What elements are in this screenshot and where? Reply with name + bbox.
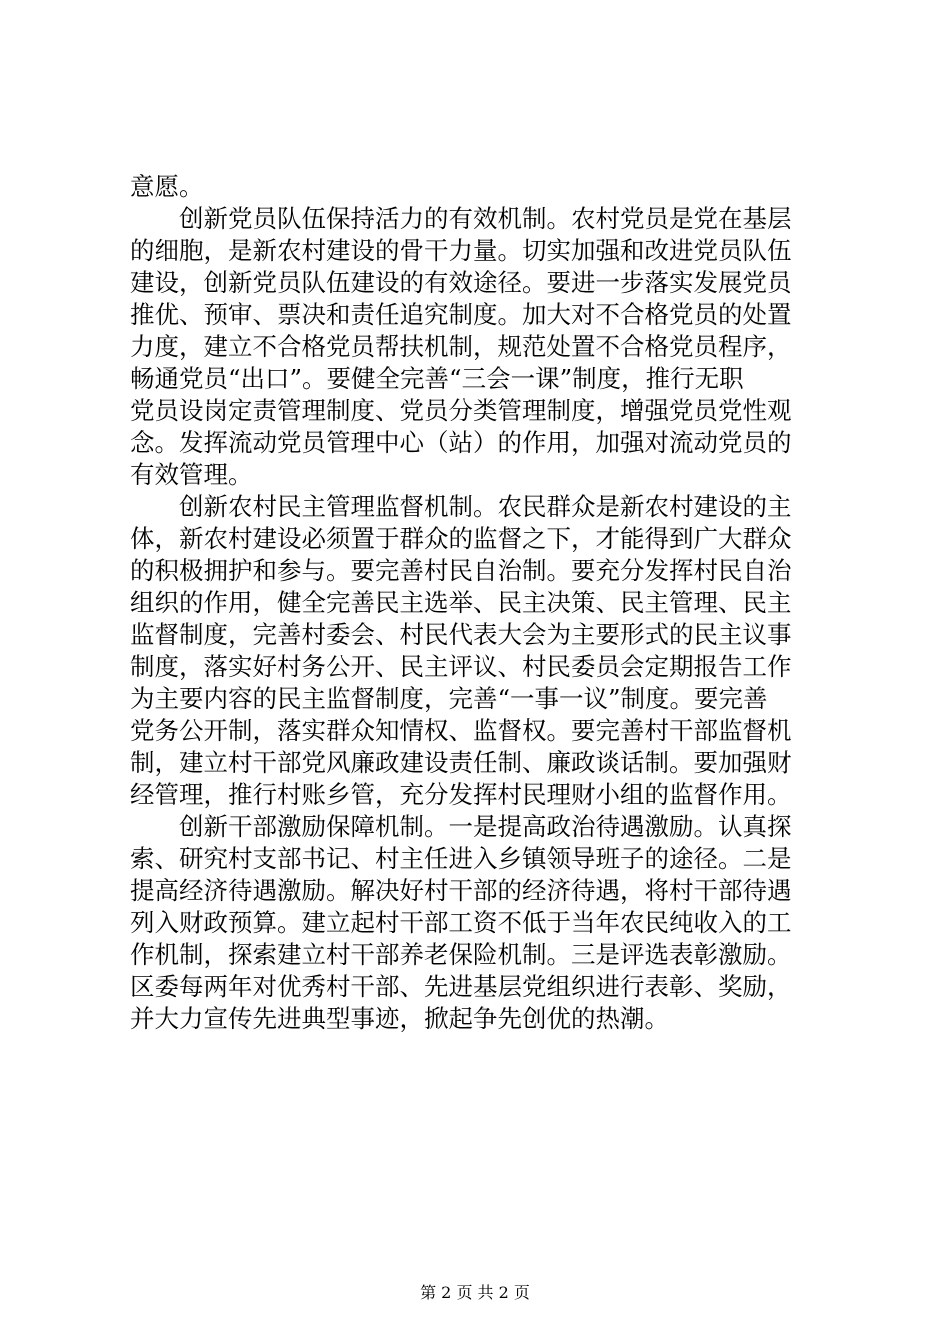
page-number-footer: 第 2 页 共 2 页 [420, 1283, 530, 1302]
text-line: 力度，建立不合格党员帮扶机制，规范处置不合格党员程序， [130, 332, 792, 361]
text-line: 为主要内容的民主监督制度，完善“一事一议”制度。要完善 [130, 684, 768, 713]
text-line: 制，建立村干部党风廉政建设责任制、廉政谈话制。要加强财 [130, 748, 792, 777]
text-line: 制度，落实好村务公开、民主评议、村民委员会定期报告工作 [130, 652, 792, 681]
text-line: 畅通党员“出口”。要健全完善“三会一课”制度，推行无职 [130, 364, 744, 393]
text-line: 建设，创新党员队伍建设的有效途径。要进一步落实发展党员 [130, 268, 792, 297]
paragraph-start-line: 创新农村民主管理监督机制。农民群众是新农村建设的主 [179, 492, 792, 521]
text-line: 提高经济待遇激励。解决好村干部的经济待遇，将村干部待遇 [130, 876, 792, 905]
paragraph-start-line: 创新干部激励保障机制。一是提高政治待遇激励。认真探 [179, 812, 792, 841]
text-line: 党员设岗定责管理制度、党员分类管理制度，增强党员党性观 [130, 396, 792, 425]
text-line: 推优、预审、票决和责任追究制度。加大对不合格党员的处置 [130, 300, 792, 329]
text-line: 列入财政预算。建立起村干部工资不低于当年农民纯收入的工 [130, 908, 792, 937]
text-line: 有效管理。 [130, 460, 253, 489]
text-line: 并大力宣传先进典型事迹，掀起争先创优的热潮。 [130, 1004, 669, 1033]
text-line: 的细胞，是新农村建设的骨干力量。切实加强和改进党员队伍 [130, 236, 792, 265]
paragraph-start-line: 创新党员队伍保持活力的有效机制。农村党员是党在基层 [179, 204, 792, 233]
text-line: 监督制度，完善村委会、村民代表大会为主要形式的民主议事 [130, 620, 792, 649]
text-line: 党务公开制，落实群众知情权、监督权。要完善村干部监督机 [130, 716, 792, 745]
text-line: 的积极拥护和参与。要完善村民自治制。要充分发挥村民自治 [130, 556, 792, 585]
text-line: 组织的作用，健全完善民主选举、民主决策、民主管理、民主 [130, 588, 792, 617]
text-line: 作机制，探索建立村干部养老保险机制。三是评选表彰激励。 [130, 940, 792, 969]
text-line: 念。发挥流动党员管理中心（站）的作用，加强对流动党员的 [130, 428, 792, 457]
text-line: 体，新农村建设必须置于群众的监督之下，才能得到广大群众 [130, 524, 792, 553]
text-line: 意愿。 [130, 172, 204, 201]
text-line: 经管理，推行村账乡管，充分发挥村民理财小组的监督作用。 [130, 780, 792, 809]
text-line: 索、研究村支部书记、村主任进入乡镇领导班子的途径。二是 [130, 844, 792, 873]
document-body [130, 171, 835, 1035]
text-line: 区委每两年对优秀村干部、先进基层党组织进行表彰、奖励， [130, 972, 792, 1001]
